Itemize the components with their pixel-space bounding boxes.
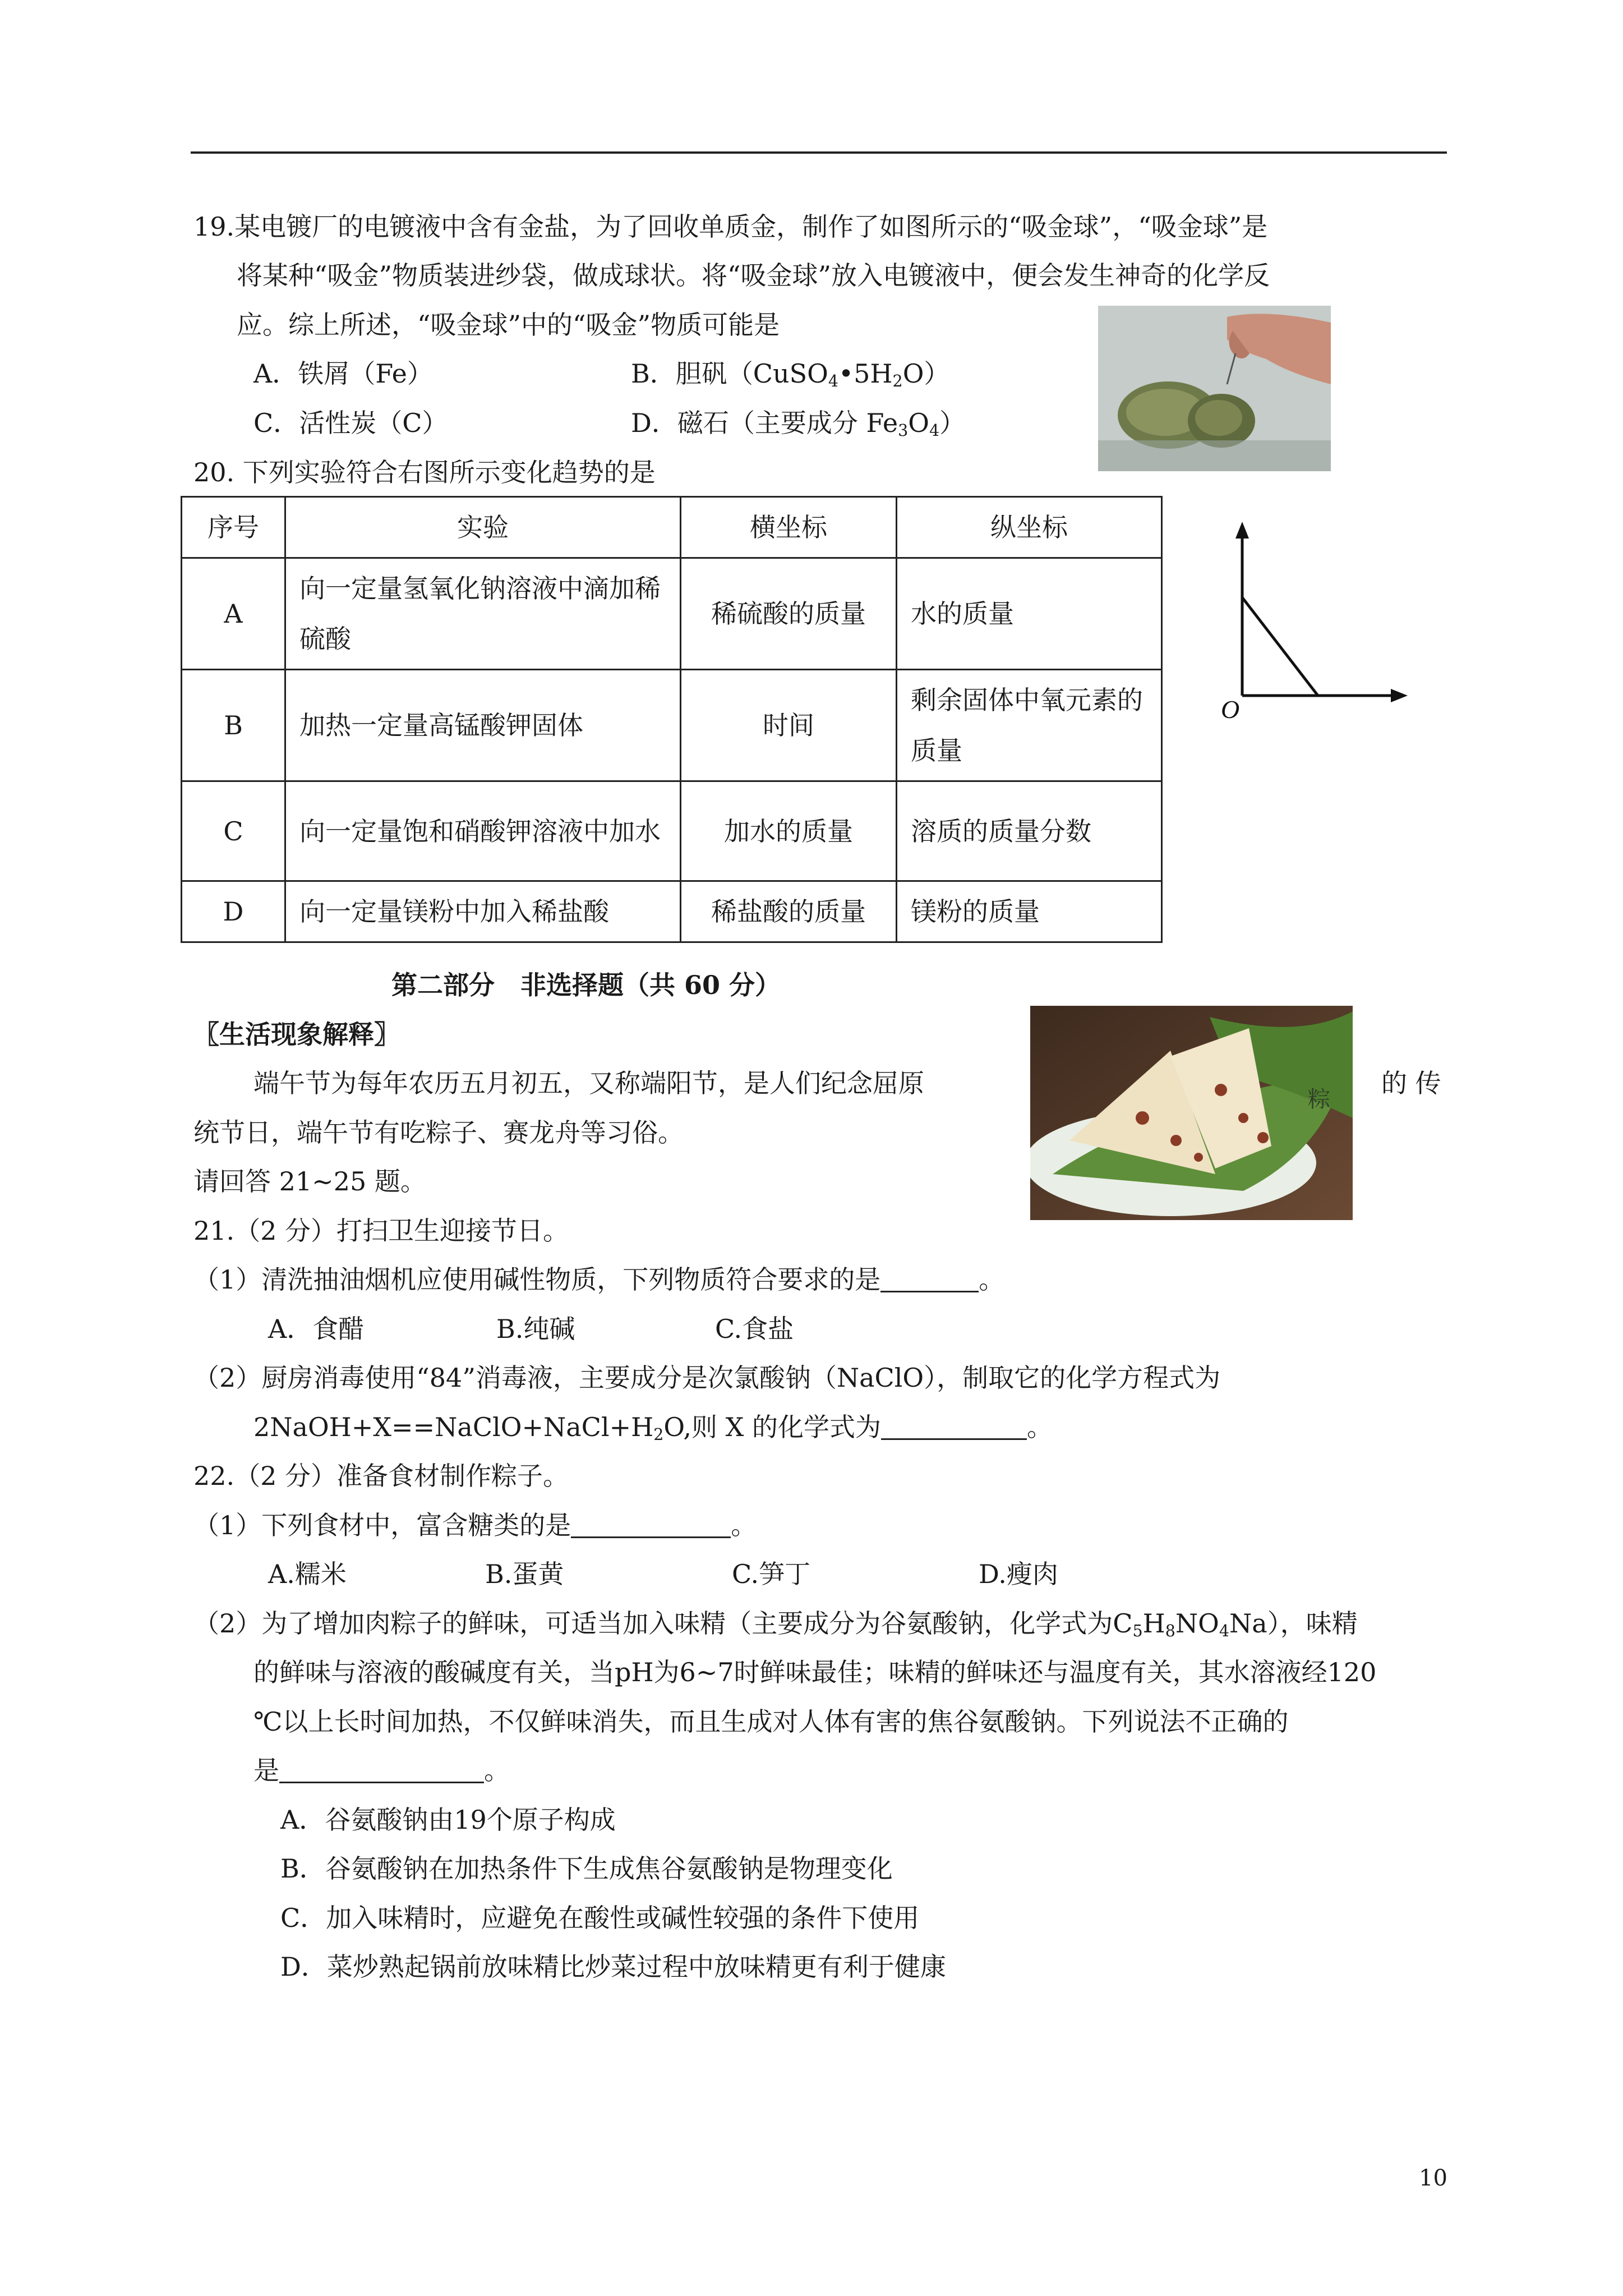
table-cell: 向一定量镁粉中加入稀盐酸 — [285, 881, 681, 942]
y-axis-arrow-icon — [1235, 522, 1249, 539]
q22-option: B.蛋黄 — [485, 1559, 564, 1589]
zongzi-caption: 粽 — [1308, 1087, 1330, 1112]
table-header-row — [182, 497, 1162, 558]
table-cell: 加热一定量高锰酸钾固体 — [285, 670, 681, 781]
answer-blank[interactable] — [571, 1511, 731, 1538]
x-axis-arrow-icon — [1391, 689, 1408, 702]
section-heading: 〖生活现象解释〗 — [193, 1019, 400, 1050]
q22-option: D.瘦肉 — [979, 1559, 1058, 1589]
q20-table — [181, 496, 1163, 943]
q22-option: A.糯米 — [268, 1559, 347, 1589]
q22-part1: （1）下列食材中，富含糖类的是 。 — [193, 1510, 757, 1540]
answer-blank[interactable] — [880, 1265, 979, 1292]
table-cell: 稀盐酸的质量 — [681, 881, 897, 942]
q19-line3: 应。综上所述，“吸金球”中的“吸金”物质可能是 — [237, 310, 780, 340]
q22-part2-line3: ℃以上长时间加热，不仅鲜味消失，而且生成对人体有害的焦谷氨酸钠。下列说法不正确的 — [253, 1706, 1289, 1737]
table-cell: 溶质的质量分数 — [897, 781, 1162, 881]
header-rule — [191, 151, 1447, 154]
q19-option-b: B．胆矾$(CuSO_4•5H_2O)$ — [631, 358, 950, 391]
table-cell: 加水的质量 — [681, 781, 897, 881]
table-cell: 向一定量饱和硝酸钾溶液中加水 — [285, 781, 681, 881]
zongzi-photo — [1030, 1006, 1353, 1220]
q19-line2: 将某种“吸金”物质装进纱袋，做成球状。将“吸金球”放入电镀液中，便会发生神奇的化学反 — [237, 260, 1270, 291]
table-header-cell: 横坐标 — [681, 497, 897, 558]
intro-line2: 统节日，端午节有吃粽子、赛龙舟等习俗。 — [193, 1117, 684, 1148]
q22-option: B．谷氨酸钠在加热条件下生成焦谷氨酸钠是物理变化 — [280, 1853, 893, 1884]
q20-stem: 20. 下列实验符合右图所示变化趋势的是 — [193, 457, 656, 487]
q22-part2-line2: 的鲜味与溶液的酸碱度有关，当pH为6~7时鲜味最佳；味精的鲜味还与温度有关，其水溶液经120 — [253, 1657, 1377, 1687]
answer-blank[interactable] — [881, 1412, 1027, 1440]
intro-line1-end: 的 传 — [1381, 1068, 1441, 1098]
q22-part2-line4: 是 。 — [253, 1755, 510, 1786]
table-header-cell: 序号 — [182, 497, 285, 558]
q21-stem: 21.（2 分）打扫卫生迎接节日。 — [193, 1216, 569, 1246]
table-cell: 时间 — [681, 670, 897, 781]
table-row — [182, 781, 1162, 881]
table-row — [182, 670, 1162, 781]
part2-title: 第二部分 非选择题（共 60 分） — [391, 970, 781, 1000]
q22-stem: 22.（2 分）准备食材制作粽子。 — [193, 1461, 569, 1491]
q21-part2-line2: $2NaOH+X==NaClO+NaCl+H_2O$,则 X 的化学式为 。 — [253, 1412, 1053, 1444]
table-cell: C — [182, 781, 285, 881]
table-cell: D — [182, 881, 285, 942]
page-number: 10 — [1419, 2165, 1447, 2191]
q21-part2-line1: （2）厨房消毒使用“84”消毒液，主要成分是次氯酸钠（NaClO），制取它的化学方程式为 — [193, 1363, 1221, 1393]
table-cell: B — [182, 670, 285, 781]
table-cell: 镁粉的质量 — [897, 881, 1162, 942]
q22-option: D．菜炒熟起锅前放味精比炒菜过程中放味精更有利于健康 — [280, 1952, 946, 1982]
table-cell: 水的质量 — [897, 558, 1162, 670]
q22-option: C.笋丁 — [732, 1559, 811, 1589]
intro-line1: 端午节为每年农历五月初五，又称端阳节，是人们纪念屈原 — [253, 1068, 924, 1098]
answer-blank[interactable] — [279, 1756, 484, 1783]
origin-label: O — [1221, 695, 1240, 724]
q19-line1: 19.某电镀厂的电镀液中含有金盐，为了回收单质金，制作了如图所示的“吸金球”，“吸金球”是 — [193, 211, 1268, 242]
table-cell: 剩余固体中氧元素的质量 — [897, 670, 1162, 781]
q19-option-d: D．磁石（主要成分 $Fe_3O_4$） — [631, 408, 966, 440]
table-cell: A — [182, 558, 285, 670]
table-header-cell: 实验 — [285, 497, 681, 558]
table-row — [182, 558, 1162, 670]
q21-option: C.食盐 — [715, 1314, 794, 1344]
trend-graph — [1209, 519, 1416, 726]
gold-absorbing-ball-photo — [1098, 306, 1331, 471]
table-cell: 稀硫酸的质量 — [681, 558, 897, 670]
q22-option: C．加入味精时，应避免在酸性或碱性较强的条件下使用 — [280, 1903, 920, 1933]
trend-line — [1242, 597, 1318, 696]
intro-line3: 请回答 21~25 题。 — [193, 1166, 426, 1197]
q19-option-c: C．活性炭（C） — [253, 408, 448, 438]
q19-option-a: A．铁屑（Fe） — [253, 358, 433, 389]
table-row — [182, 881, 1162, 942]
q21-part1: （1）清洗抽油烟机应使用碱性物质，下列物质符合要求的是 。 — [193, 1264, 1005, 1295]
q21-option: A．食醋 — [268, 1314, 365, 1344]
q22-option: A．谷氨酸钠由19个原子构成 — [280, 1805, 616, 1835]
q21-option: B.纯碱 — [496, 1314, 575, 1344]
q22-part2-line1: （2）为了增加肉粽子的鲜味，可适当加入味精（主要成分为谷氨酸钠，化学式为$C_5H_8NO_4Na$），味精 — [193, 1608, 1358, 1641]
table-cell: 向一定量氢氧化钠溶液中滴加稀硫酸 — [285, 558, 681, 670]
table-header-cell: 纵坐标 — [897, 497, 1162, 558]
